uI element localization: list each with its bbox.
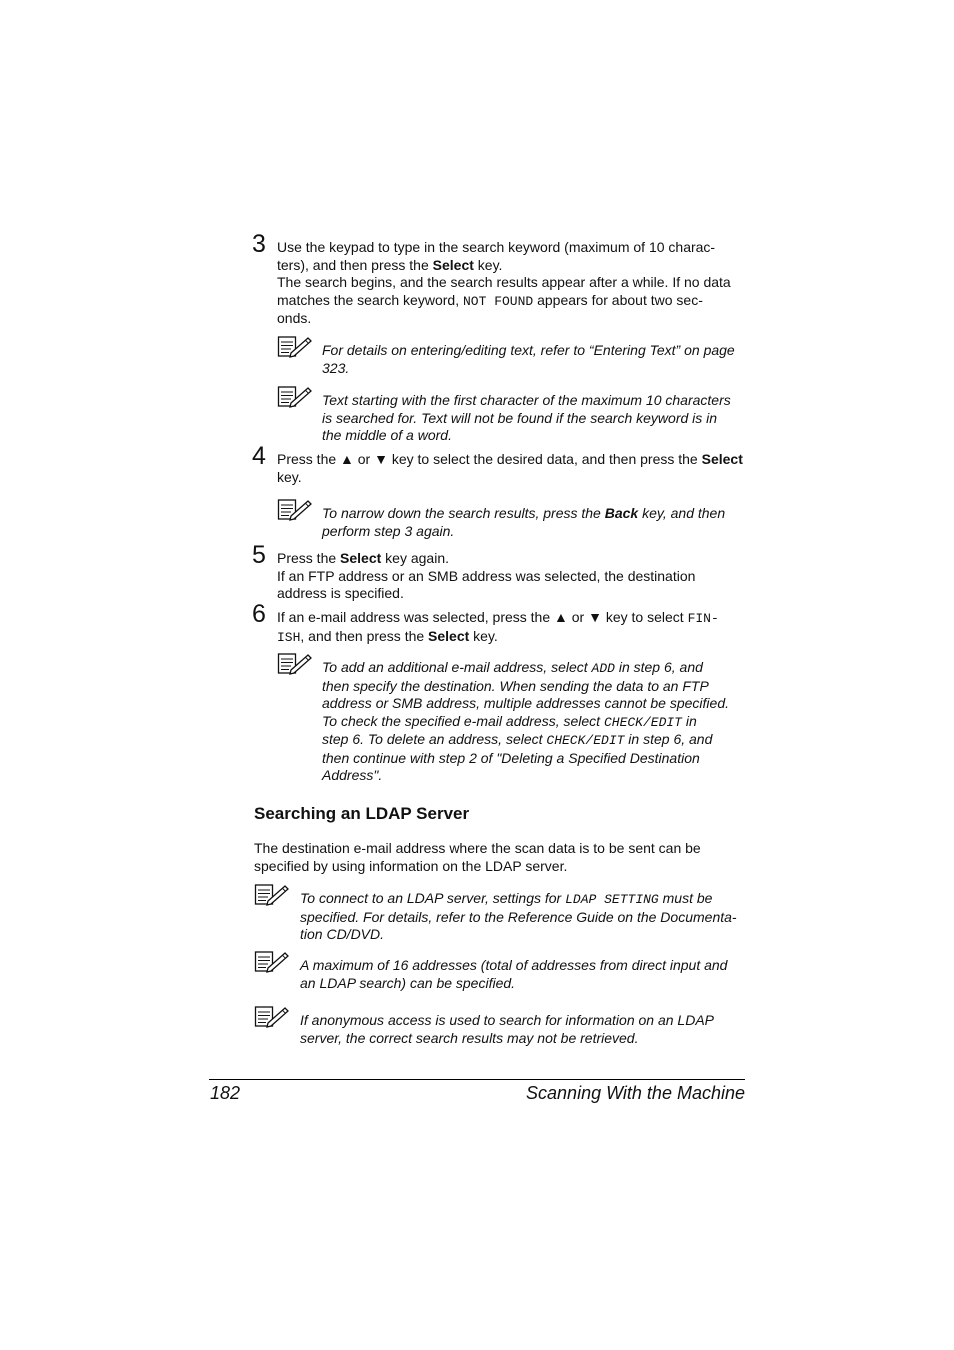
text-run: an LDAP search) can be specified. [300,974,516,991]
text-run: To narrow down the search results, press the [322,505,605,521]
text-line [322,505,747,523]
text-line [277,469,747,487]
note-pencil-icon [277,497,313,521]
text-run: If an e-mail address was selected, press the ▲ or ▼ key to select [277,609,688,625]
note-text [300,890,750,944]
text-line [322,342,747,360]
text-line [322,750,747,768]
text-run: The search begins, and the search results appear after a while. If no data [277,274,731,290]
step-number: 5 [252,541,266,569]
text-run: onds. [277,310,312,326]
key-name: Select [432,256,474,273]
text-line [277,585,747,603]
text-run: For details on entering/editing text, refer to “Entering Text” on page [322,342,735,358]
text-line [300,890,750,909]
note-pencil-icon [277,334,313,358]
key-name: Back [604,505,639,521]
text-run: specified. For details, refer to the Reference Guide on the Documenta- [300,908,737,925]
text-line [300,909,750,927]
display-message: LDAP SETTING [565,892,659,907]
section-intro [254,840,749,875]
text-run: Text starting with the first character of the maximum 10 characters [322,392,731,408]
text-line [277,274,747,292]
text-line [322,767,747,785]
text-run: Press the [277,550,341,566]
text-run: must be [658,890,713,906]
key-name: Select [428,627,470,644]
note-pencil-icon [254,882,290,906]
text-run: key. [469,627,498,644]
step-6-text [277,609,747,646]
display-message: ISH [277,629,301,645]
text-line [322,427,747,445]
text-line [300,926,750,944]
page-number: 182 [210,1083,241,1103]
text-run: then continue with step 2 of "Deleting a Specified Destination [322,749,700,766]
text-run: key. [277,468,302,485]
text-line [322,360,747,378]
text-line [322,392,747,410]
text-run: Address". [322,767,383,783]
text-run: If anonymous access is used to search for information on an LDAP [300,1012,714,1028]
text-line [277,609,747,628]
note-text [300,957,750,992]
text-run: If an FTP address or an SMB address was selected, the destination [277,567,696,584]
text-run: address is specified. [277,585,404,601]
text-line [322,410,747,428]
step-5-text [277,550,747,603]
step-number: 3 [252,230,266,258]
text-line [277,451,747,469]
text-line [300,975,750,993]
text-run: Use the keypad to type in the search keyword (maximum of 10 charac- [277,239,716,255]
section-heading: Searching an LDAP Server [254,804,470,823]
display-message: NOT FOUND [462,293,534,309]
text-run: address or SMB address, multiple addresses cannot be specified. [322,695,729,711]
text-line [300,1012,750,1030]
text-run: key. [473,256,503,273]
text-line [277,568,747,586]
text-run: matches the search keyword, [277,291,463,308]
text-run: The destination e-mail address where the scan data is to be sent can be [254,840,701,856]
text-run: To check the specified e-mail address, select [322,712,604,729]
text-run: , and then press the [300,627,429,644]
text-line [277,310,747,328]
text-line [300,1030,750,1048]
display-message: CHECK/EDIT [603,714,682,730]
text-run: step 6. To delete an address, select [322,731,547,747]
text-run: key, and then [638,505,726,521]
text-line [322,713,747,732]
text-line [277,257,747,275]
text-run: appears for about two sec- [533,291,703,308]
text-line [277,550,747,568]
note-text [322,659,747,785]
text-line [322,678,747,696]
text-run: Press the ▲ or ▼ key to select the desired data, and then press the [277,451,702,467]
text-run: A maximum of 16 addresses (total of addresses from direct input and [300,957,728,973]
text-run: To add an additional e-mail address, select [322,659,592,675]
note-pencil-icon [254,1004,290,1028]
step-number: 6 [252,600,266,628]
text-line [322,731,747,750]
text-run: perform step 3 again. [322,522,455,539]
note-pencil-icon [277,651,313,675]
text-run: in step 6, and [614,659,703,675]
display-message: CHECK/EDIT [546,733,625,748]
display-message: FIN- [687,611,719,626]
text-line [277,292,747,311]
text-run: tion CD/DVD. [300,926,385,942]
note-text [322,342,747,377]
note-pencil-icon [254,949,290,973]
footer-rule [209,1079,745,1080]
text-run: in step 6, and [624,731,713,747]
text-run: 323. [322,359,350,376]
step-number: 4 [252,442,266,470]
text-line [300,957,750,975]
text-run: specified by using information on the LDAP server. [254,857,568,874]
text-line [322,659,747,678]
key-name: Select [340,550,382,566]
text-run: then specify the destination. When sending the data to an FTP [322,677,709,694]
step-4-text [277,451,747,486]
note-pencil-icon [277,384,313,408]
text-run: ters), and then press the [277,256,433,273]
text-line [254,858,749,876]
text-line [277,628,747,647]
text-run: To connect to an LDAP server, settings for [300,890,566,906]
text-run: the middle of a word. [322,427,452,443]
step-3-text [277,239,747,328]
text-run: is searched for. Text will not be found if the search keyword is in [322,409,718,426]
text-run: server, the correct search results may not be retrieved. [300,1029,639,1046]
note-text [300,1012,750,1047]
note-text [322,392,747,445]
text-line [277,239,747,257]
text-run: key again. [381,550,449,566]
key-name: Select [701,451,743,467]
text-line [254,840,749,858]
display-message: ADD [591,661,615,676]
text-line [322,523,747,541]
text-run: in [681,712,697,729]
chapter-title: Scanning With the Machine [526,1083,745,1103]
note-text [322,505,747,540]
text-line [322,695,747,713]
